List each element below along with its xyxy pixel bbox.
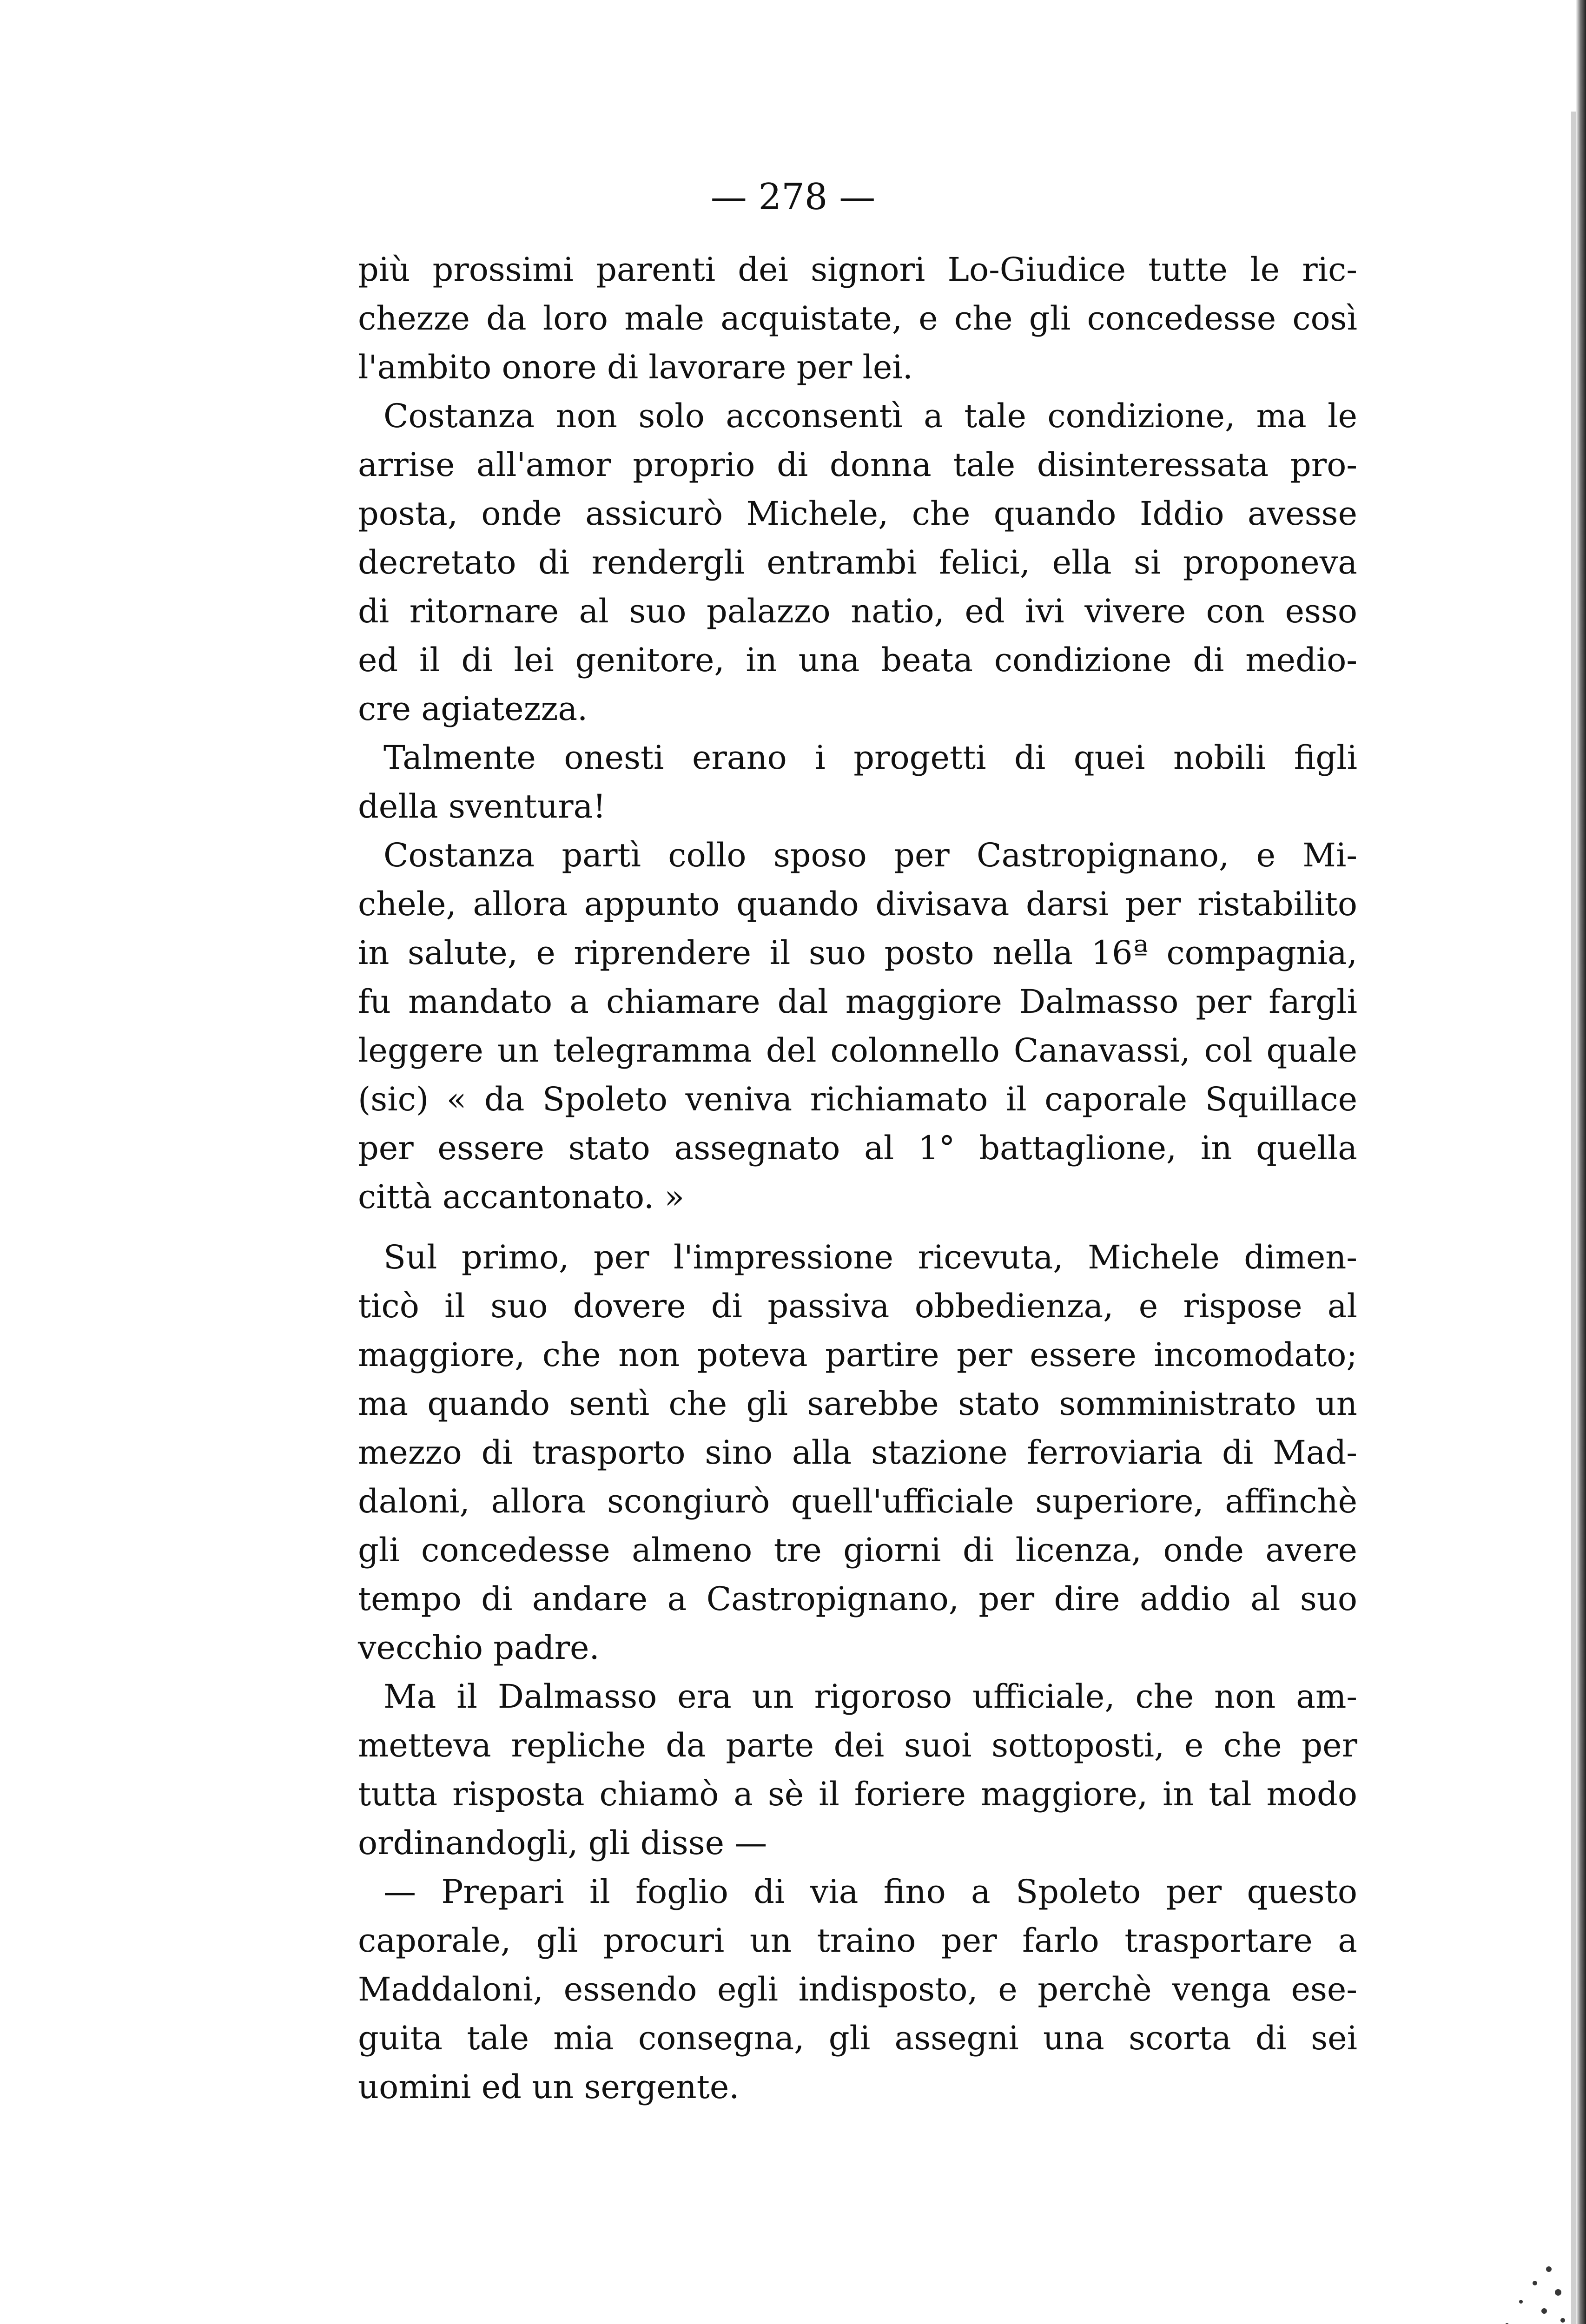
text-line: ed il di lei genitore, in una beata condizione di medio- (358, 641, 1357, 679)
text-line: Costanza non solo acconsentì a tale condizione, ma le (383, 397, 1357, 435)
text-line: cre agiatezza. (358, 690, 588, 728)
text-line: più prossimi parenti dei signori Lo-Giudice tutte le ric- (358, 251, 1357, 289)
text-line: per essere stato assegnato al 1° battaglione, in quella (358, 1129, 1357, 1167)
text-line: metteva repliche da parte dei suoi sottoposti, e che per (358, 1726, 1357, 1764)
text-line: tempo di andare a Castropignano, per dire addio al suo (358, 1580, 1357, 1618)
text-line: della sventura! (358, 787, 606, 825)
text-line: tutta risposta chiamò a sè il foriere maggiore, in tal modo (358, 1775, 1357, 1813)
text-line: ma quando sentì che gli sarebbe stato somministrato un (358, 1385, 1357, 1423)
scan-edge-shadow (1571, 112, 1576, 2324)
scan-speckle-artifact (1330, 2251, 1572, 2324)
text-line: ticò il suo dovere di passiva obbedienza, e rispose al (358, 1287, 1357, 1325)
text-line: — Prepari il foglio di via fino a Spoleto per questo (383, 1873, 1357, 1911)
text-line: Costanza partì collo sposo per Castropignano, e Mi- (383, 836, 1357, 874)
text-line: di ritornare al suo palazzo natio, ed ivi vivere con esso (358, 592, 1357, 630)
text-line: chezze da loro male acquistate, e che gli concedesse così (358, 299, 1357, 337)
body-text (358, 245, 1357, 2112)
text-line: uomini ed un sergente. (358, 2068, 740, 2106)
text-line: Sul primo, per l'impressione ricevuta, Michele dimen- (383, 1238, 1357, 1276)
text-line: vecchio padre. (358, 1629, 600, 1667)
text-line: Maddaloni, essendo egli indisposto, e perchè venga ese- (358, 1970, 1357, 2008)
text-line: daloni, allora scongiurò quell'ufficiale superiore, affinchè (358, 1482, 1357, 1520)
page-number: — 278 — (710, 176, 876, 218)
text-line: Talmente onesti erano i progetti di quei nobili figli (383, 739, 1357, 777)
text-line: arrise all'amor proprio di donna tale disinteressata pro- (358, 446, 1357, 484)
text-line: mezzo di trasporto sino alla stazione ferroviaria di Mad- (358, 1433, 1357, 1472)
text-line: gli concedesse almeno tre giorni di licenza, onde avere (358, 1531, 1357, 1569)
scan-edge-bar (1576, 0, 1586, 2324)
text-line: città accantonato. » (358, 1178, 685, 1216)
text-line: Ma il Dalmasso era un rigoroso ufficiale, che non am- (383, 1677, 1357, 1716)
text-line: fu mandato a chiamare dal maggiore Dalmasso per fargli (358, 983, 1357, 1021)
text-line: ordinandogli, gli disse — (358, 1824, 767, 1862)
text-line: decretato di rendergli entrambi felici, ella si proponeva (358, 543, 1357, 581)
text-line: caporale, gli procuri un traino per farlo trasportare a (358, 1921, 1357, 1960)
text-line: leggere un telegramma del colonnello Canavassi, col quale (358, 1031, 1357, 1070)
text-line: guita tale mia consegna, gli assegni una scorta di sei (358, 2019, 1357, 2057)
text-line: l'ambito onore di lavorare per lei. (358, 348, 913, 386)
text-line: maggiore, che non poteva partire per essere incomodato; (358, 1336, 1357, 1374)
text-line: chele, allora appunto quando divisava darsi per ristabilito (358, 885, 1357, 923)
text-line: (sic) « da Spoleto veniva richiamato il caporale Squillace (358, 1080, 1357, 1118)
text-line: posta, onde assicurò Michele, che quando Iddio avesse (358, 495, 1357, 533)
text-line: in salute, e riprendere il suo posto nella 16ª compagnia, (358, 934, 1357, 972)
